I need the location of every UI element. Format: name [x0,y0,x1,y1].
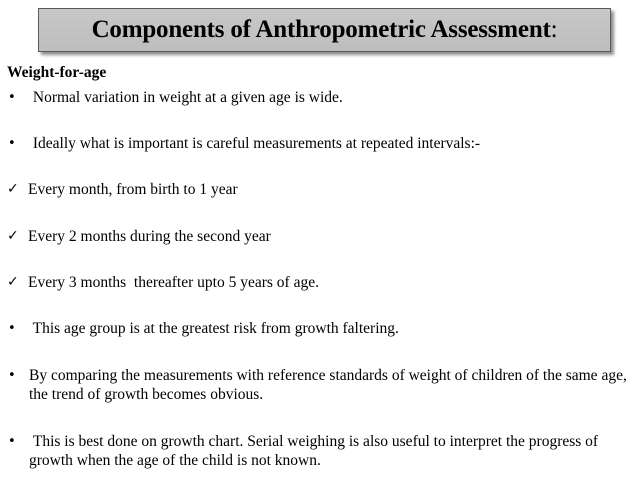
list-item [7,273,630,292]
list-item [7,319,630,338]
list-item [7,366,630,404]
bullet-icon: • [8,434,16,449]
list-item-text: Normal variation in weight at a given age is wide. [29,89,343,106]
list-item-text: This age group is at the greatest risk from growth faltering. [29,320,399,337]
list-item [7,180,630,199]
bullet-icon: • [8,368,16,383]
list-item-text: This is best done on growth chart. Serial weighing is also useful to interpret the progress of growth when the age of the child is not known. [29,433,602,469]
list-item-text: Every month, from birth to 1 year [28,181,238,198]
slide-title-colon: : [550,16,558,43]
slide-title [92,16,558,44]
bullet-icon: • [8,136,16,151]
list-item [7,88,630,107]
slide-title-box [38,8,611,52]
list-item-text: By comparing the measurements with reference standards of weight of children of the same age, the trend of growth becomes obvious. [29,367,627,403]
list-item-text: Every 2 months during the second year [28,228,271,245]
list-item [7,227,630,246]
list-item [7,134,630,153]
checkmark-icon: ✓ [7,274,19,290]
list-item-text: Ideally what is important is careful measurements at repeated intervals:- [29,135,481,152]
list-item [7,432,630,470]
checkmark-icon: ✓ [7,181,19,197]
slide-title-label: Components of Anthropometric Assessment [91,16,551,43]
checkmark-icon: ✓ [7,228,19,244]
subheading-weight-for-age: Weight-for-age [7,64,107,81]
list-item-text: Every 3 months thereafter upto 5 years of age. [28,274,319,291]
bullet-icon: • [8,90,16,105]
bullet-icon: • [8,321,16,336]
